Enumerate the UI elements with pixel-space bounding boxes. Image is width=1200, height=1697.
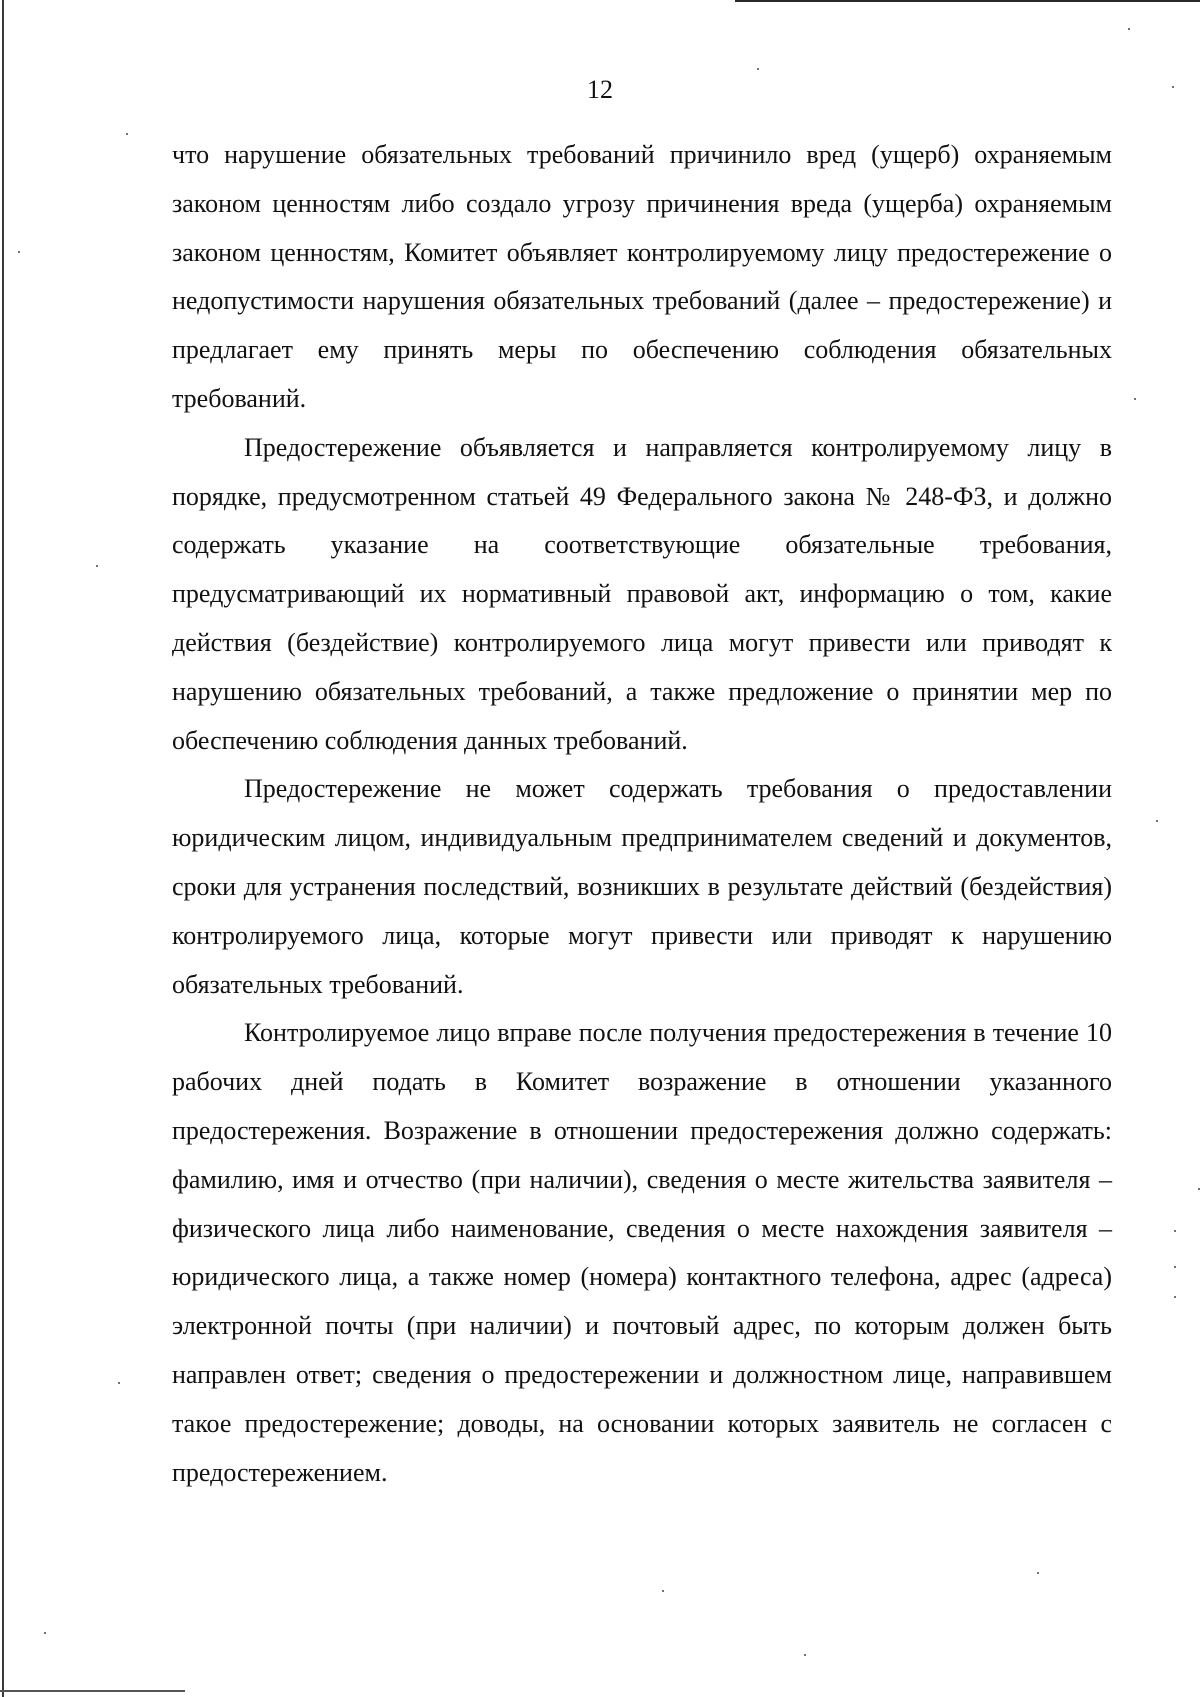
scan-speck xyxy=(1156,820,1158,822)
scan-speck xyxy=(1128,28,1130,30)
page-number: 12 xyxy=(587,75,613,104)
paragraph-objection-rights: Контролируемое лицо вправе после получения предостережения в течение 10 рабочих дней подать в Комитет возражение в отношении указанного предостережения. Возражение в отношении предостережения должно содержать: фамилию, имя и отчество (при наличии), сведения о месте жительства заявителя – физического лица либо наименование, сведения о месте нахождения заявителя – юридического лица, а также номер (номера) контактного телефона, адрес (адреса) электронной почты (при наличии) и почтовый адрес, по которым должен быть направлен ответ; сведения о предостережении и должностном лице, направившем такое предостережение; доводы, на основании которых заявитель не согласен с предостережением. xyxy=(172,1018,1112,1487)
scan-edge-top xyxy=(735,0,1200,2)
paragraph-warning-restrictions: Предостережение не может содержать требования о предоставлении юридическим лицом, индивидуальным предпринимателем сведений и документов, сроки для устранения последствий, возникших в результате действий (бездействия) контролируемого лица, которые могут привести или приводят к нарушению обязательных требований. xyxy=(172,774,1112,999)
scan-speck xyxy=(804,1654,806,1656)
paragraph-warning-issuance: Предостережение объявляется и направляется контролируемому лицу в порядке, предусмотренном статьей 49 Федерального закона № 248-ФЗ, и должно содержать указание на соответствующие обязательные требования, предусматривающий их нормативный правовой акт, информацию о том, какие действия (бездействие) контролируемого лица могут привести или приводят к нарушению обязательных требований, а также предложение о принятии мер по обеспечению соблюдения данных требований. xyxy=(172,432,1112,755)
scan-speck xyxy=(1174,1266,1176,1268)
scan-speck xyxy=(1174,1296,1176,1298)
scan-speck xyxy=(118,1382,120,1384)
scan-speck xyxy=(126,133,128,135)
scan-edge-left xyxy=(2,0,4,1697)
scan-speck xyxy=(1134,398,1136,400)
scan-edge-bottom xyxy=(0,1690,185,1692)
scan-speck xyxy=(44,1632,46,1634)
scan-speck xyxy=(1037,1572,1039,1574)
scan-speck xyxy=(1174,1230,1176,1232)
scan-speck xyxy=(1172,86,1174,88)
scan-speck xyxy=(757,68,759,70)
scan-speck xyxy=(662,1590,664,1592)
document-body xyxy=(172,131,1112,1497)
paragraph-continuation: что нарушение обязательных требований причинило вред (ущерб) охраняемым законом ценностям либо создало угрозу причинения вреда (ущерба) охраняемым законом ценностям, Комитет объявляет контролируемому лицу предостережение о недопустимости нарушения обязательных требований (далее – предостережение) и предлагает ему принять меры по обеспечению соблюдения обязательных требований. xyxy=(172,140,1112,413)
scan-speck xyxy=(18,251,20,253)
scan-speck xyxy=(96,565,98,567)
